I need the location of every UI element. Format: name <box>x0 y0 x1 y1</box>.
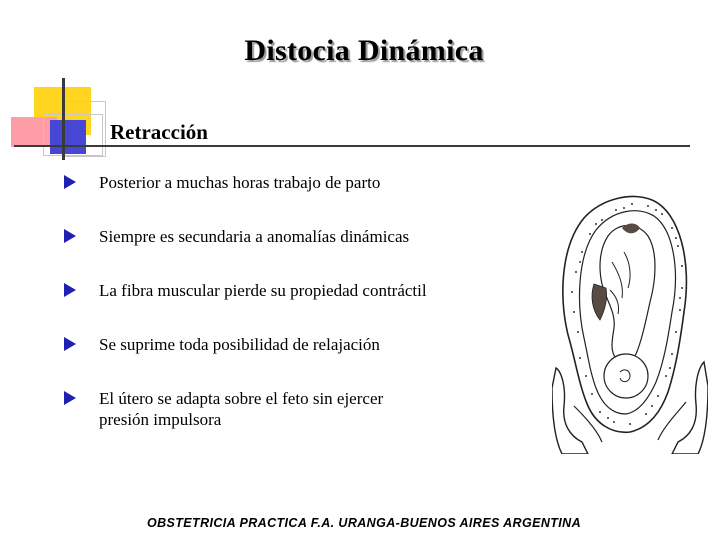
triangle-bullet-icon <box>64 391 76 405</box>
bullet-item <box>64 226 504 247</box>
uterus-fetus-drawing <box>552 192 708 454</box>
bullet-item <box>64 172 504 193</box>
decor-vertical-line <box>62 78 65 160</box>
bullet-item <box>64 334 504 355</box>
bullet-text: El útero se adapta sobre el feto sin ejercer presión impulsora <box>99 389 384 429</box>
bullet-list <box>64 172 504 463</box>
slide-subtitle: Retracción <box>110 120 208 144</box>
subtitle-divider <box>14 145 690 147</box>
decor-outline-square <box>62 101 106 157</box>
bullet-text: Posterior a muchas horas trabajo de parto <box>99 173 381 192</box>
triangle-bullet-icon <box>64 229 76 243</box>
triangle-bullet-icon <box>64 175 76 189</box>
triangle-bullet-icon <box>64 283 76 297</box>
bullet-text: La fibra muscular pierde su propiedad contráctil <box>99 281 427 300</box>
slide-title: Distocia Dinámica <box>244 34 484 67</box>
bullet-text: Siempre es secundaria a anomalías dinámicas <box>99 227 410 246</box>
triangle-bullet-icon <box>64 337 76 351</box>
bullet-item <box>64 388 504 430</box>
bullet-text: Se suprime toda posibilidad de relajación <box>99 335 380 354</box>
bullet-item <box>64 280 504 301</box>
slide-footer: OBSTETRICIA PRACTICA F.A. URANGA-BUENOS AIRES ARGENTINA <box>146 516 582 530</box>
